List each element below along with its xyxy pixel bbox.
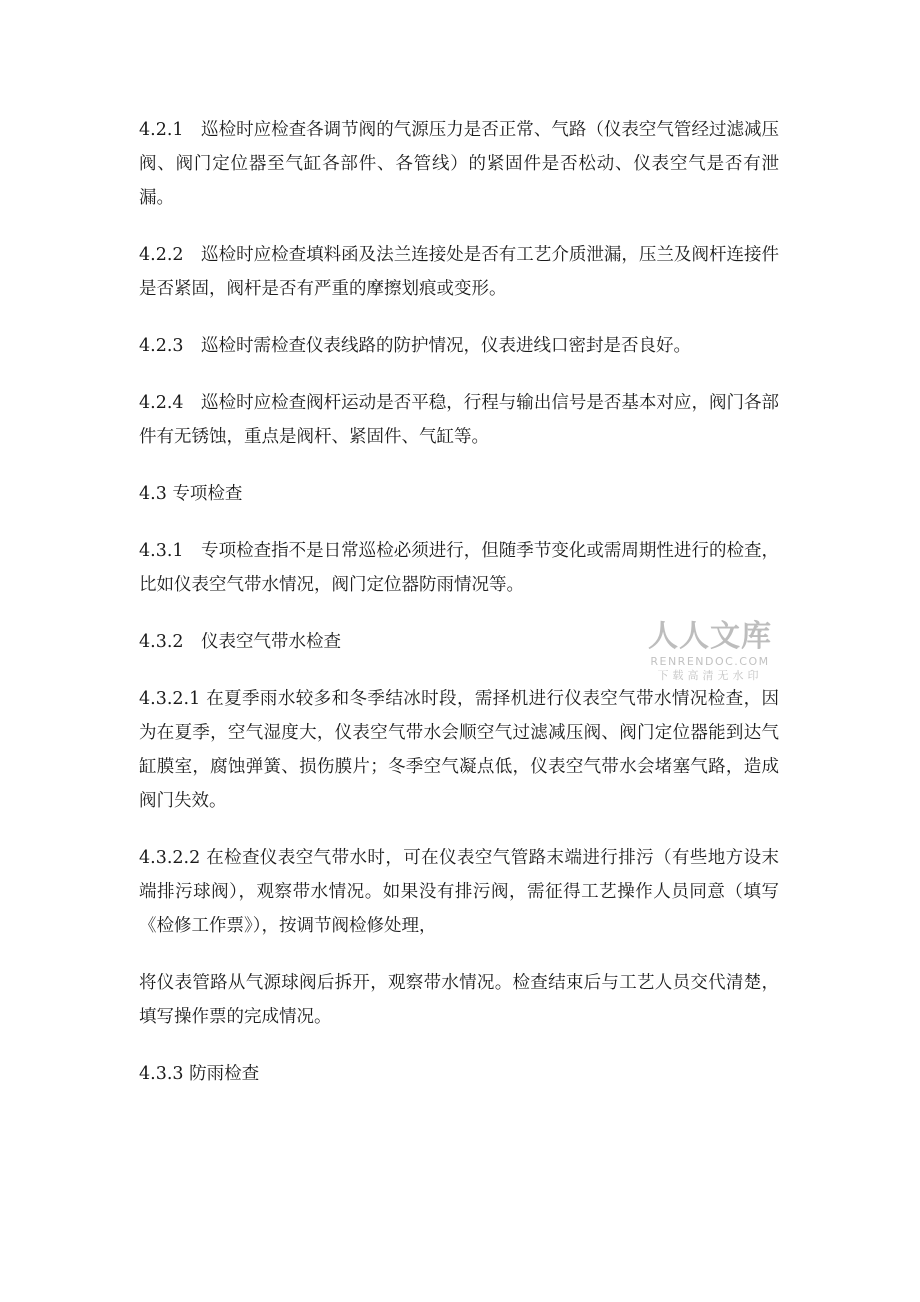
paragraph-4-2-4: 4.2.4 巡检时应检查阀杆运动是否平稳，行程与输出信号是否基本对应，阀门各部件有无锈蚀，重点是阀杆、紧固件、气缸等。 [139, 393, 779, 447]
paragraph-4-2-2: 4.2.2 巡检时应检查填料函及法兰连接处是否有工艺介质泄漏，压兰及阀杆连接件是否紧固，阀杆是否有严重的摩擦划痕或变形。 [139, 245, 779, 299]
watermark-main-text: 人人文库 [648, 619, 772, 654]
paragraph-4-3-2-2: 4.3.2.2 在检查仪表空气带水时，可在仪表空气管路末端进行排污（有些地方设末端排污球阀），观察带水情况。如果没有排污阀，需征得工艺操作人员同意（填写《检修工作票》），按调节阀检修处理， [139, 848, 779, 936]
subsection-heading-4-3-3: 4.3.3 防雨检查 [139, 1064, 260, 1084]
section-heading-4-3: 4.3 专项检查 [139, 484, 243, 504]
paragraph-continuation: 将仪表管路从气源球阀后拆开，观察带水情况。检查结束后与工艺人员交代清楚，填写操作票的完成情况。 [139, 973, 779, 1027]
document-body [139, 113, 779, 1114]
paragraph-4-3-2-1: 4.3.2.1 在夏季雨水较多和冬季结冰时段，需择机进行仪表空气带水情况检查，因为在夏季，空气湿度大，仪表空气带水会顺空气过滤减压阀、阀门定位器能到达气缸膜室，腐蚀弹簧、损伤膜片；冬季空气凝点低，仪表空气带水会堵塞气路，造成阀门失效。 [139, 689, 779, 811]
subsection-heading-4-3-2: 4.3.2 仪表空气带水检查 [139, 632, 342, 652]
paragraph-4-3-1: 4.3.1 专项检查指不是日常巡检必须进行，但随季节变化或需周期性进行的检查，比如仪表空气带水情况，阀门定位器防雨情况等。 [139, 541, 779, 595]
watermark-logo [646, 619, 774, 682]
watermark-domain-text: RENRENDOC.COM [650, 655, 770, 668]
paragraph-4-2-3: 4.2.3 巡检时需检查仪表线路的防护情况，仪表进线口密封是否良好。 [139, 336, 692, 356]
paragraph-4-2-1: 4.2.1 巡检时应检查各调节阀的气源压力是否正常、气路（仪表空气管经过滤减压阀、阀门定位器至气缸各部件、各管线）的紧固件是否松动、仪表空气是否有泄漏。 [139, 120, 779, 208]
watermark-tagline-text: 下载高清无水印 [657, 669, 763, 682]
